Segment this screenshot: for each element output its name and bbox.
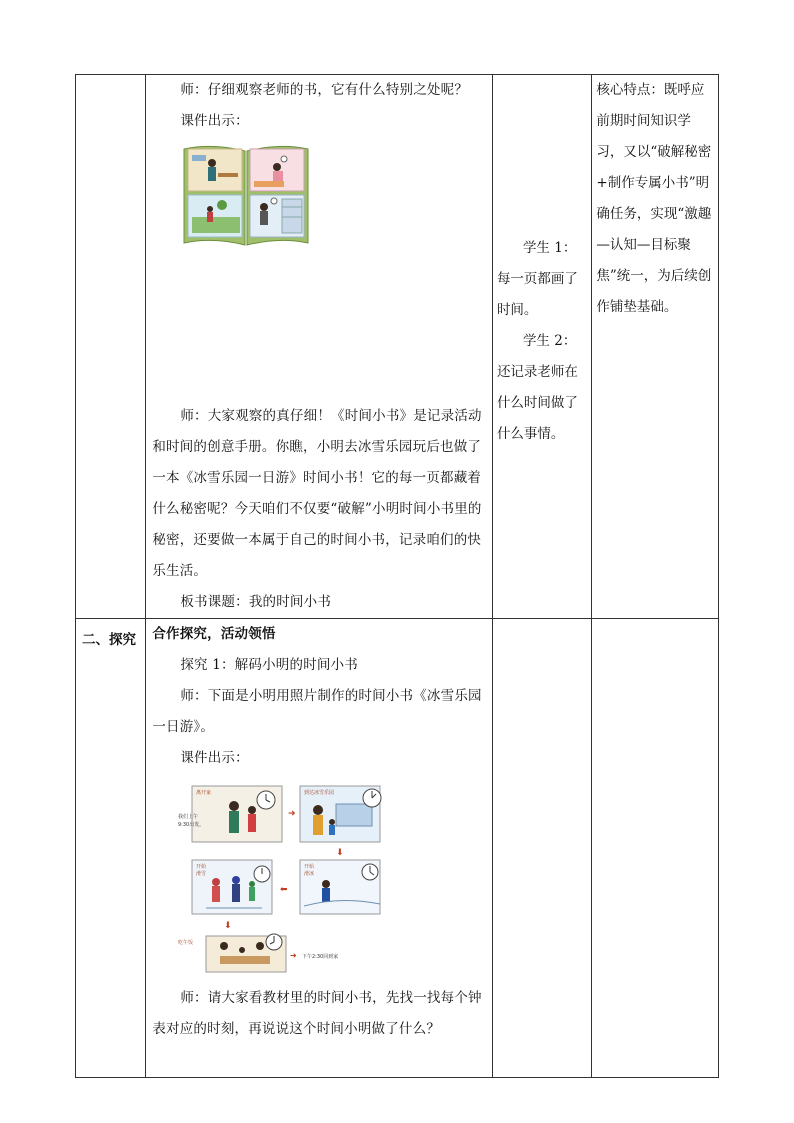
teacher-question: 师：仔细观察老师的书，它有什么特别之处呢？ bbox=[180, 82, 469, 98]
svg-text:⬇: ⬇ bbox=[224, 921, 232, 931]
tag-leave-home: 离开家 bbox=[196, 790, 212, 796]
student-activity-cell bbox=[492, 619, 591, 1078]
design-intent-cell bbox=[592, 75, 719, 619]
note-return: 下午2:30回到家 bbox=[302, 954, 339, 960]
svg-text:⬅: ⬅ bbox=[280, 885, 288, 895]
section-heading: 合作探究，活动领悟 bbox=[152, 626, 276, 642]
svg-text:⬇: ⬇ bbox=[336, 848, 344, 858]
teacher-book-illustration bbox=[182, 141, 492, 253]
teacher-intro-xiaoming-book: 师：下面是小明用照片制作的时间小书《冰雪乐园一日游》。 bbox=[152, 688, 482, 735]
tag-ski: 滑雪 bbox=[196, 871, 207, 877]
teacher-question-clocks: 师：请大家看教材里的时间小书，先找一找每个钟表对应的时刻，再说说这个时间小明做了什么？ bbox=[152, 990, 482, 1037]
student-2-answer: 还记录老师在什么时间做了什么事情。 bbox=[496, 364, 578, 442]
tag-start-2: 开始 bbox=[304, 864, 315, 870]
note-depart-1: 我们上午 bbox=[178, 814, 199, 820]
board-title: 板书课题：我的时间小书 bbox=[180, 594, 332, 610]
explore-1-title: 探究 1：解码小明的时间小书 bbox=[180, 657, 359, 673]
note-depart-2: 9:30出发。 bbox=[178, 822, 205, 828]
courseware-label: 课件出示： bbox=[180, 113, 249, 129]
student-2-label: 学生 2： bbox=[522, 333, 577, 349]
tag-arrive-park: 到达冰雪乐园 bbox=[304, 790, 335, 796]
stage-label: 二、探究 bbox=[82, 632, 136, 648]
student-1-label: 学生 1： bbox=[522, 240, 577, 256]
stage-cell bbox=[76, 619, 146, 1078]
student-activity-cell bbox=[492, 75, 591, 619]
tag-start-1: 开始 bbox=[196, 864, 207, 870]
svg-text:➜: ➜ bbox=[288, 809, 296, 819]
teacher-activity-cell bbox=[146, 619, 493, 1078]
student-1-answer: 每一页都画了时间。 bbox=[496, 271, 578, 318]
table-row bbox=[76, 619, 719, 1078]
teacher-intro-paragraph: 师：大家观察的真仔细！《时间小书》是记录活动和时间的创意手册。你瞧，小明去冰雪乐园玩后也做了一本《冰雪乐园一日游》时间小书！它的每一页都藏着什么秘密呢？今天咱们不仅要“破解”小明时间小书里的秘密，还要做一本属于自己的时间小书，记录咱们的快乐生活。 bbox=[152, 408, 482, 579]
table-row bbox=[76, 75, 719, 619]
lesson-plan-table bbox=[75, 74, 719, 1078]
tag-lunch: 吃午饭 bbox=[178, 940, 194, 946]
design-intent-text: 核心特点：既呼应前期时间知识学习，又以“破解秘密+制作专属小书”明确任务，实现“激趣—认知—目标聚焦”统一，为后续创作铺垫基础。 bbox=[596, 82, 712, 315]
design-intent-cell bbox=[592, 619, 719, 1078]
tag-skate: 滑冰 bbox=[304, 871, 315, 877]
svg-text:➜: ➜ bbox=[290, 951, 298, 960]
teacher-activity-cell bbox=[146, 75, 493, 619]
snow-park-time-book-illustration bbox=[176, 778, 492, 977]
stage-cell bbox=[76, 75, 146, 619]
courseware-label: 课件出示： bbox=[180, 750, 249, 766]
